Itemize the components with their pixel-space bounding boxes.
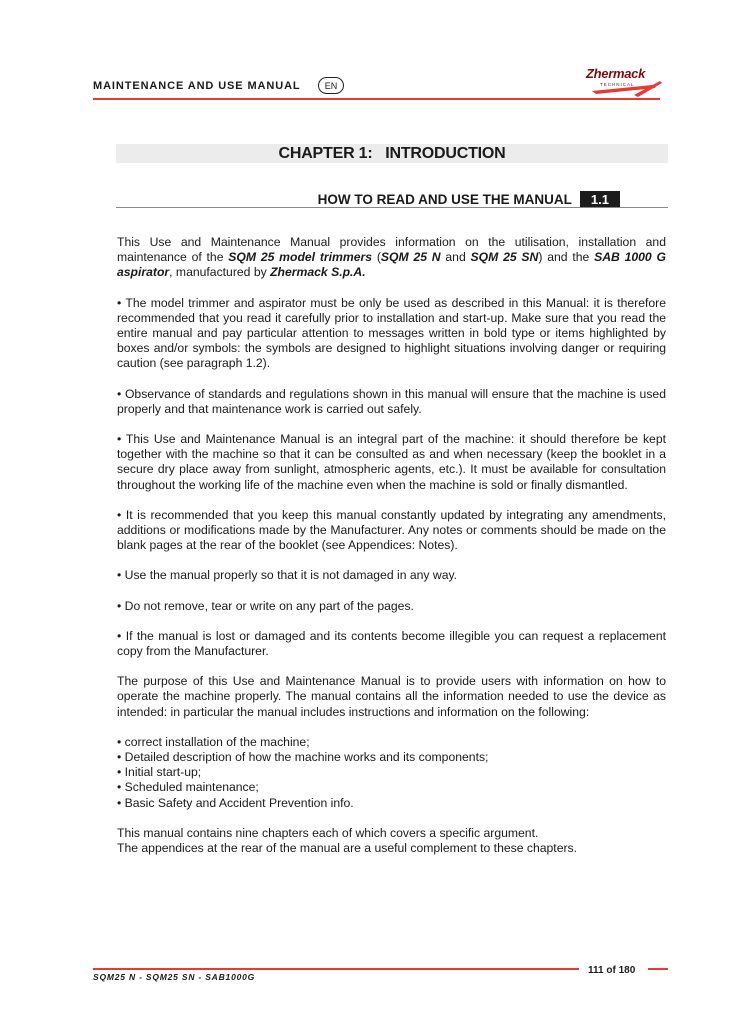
bullet-paragraph: • The model trimmer and aspirator must be only be used as described in this Manual: it is therefore recommended that you read it carefully prior to installation and start-up. Make sure that you read the entire manual and pay particular attention to messages written in bold type or items highlighted by boxes and/or symbols: the symbols are designed to highlight situations involving danger or requiring caution (see paragraph 1.2).: [117, 295, 666, 371]
chapter-title: CHAPTER 1: INTRODUCTION: [278, 145, 506, 162]
bullet-paragraph: • It is recommended that you keep this manual constantly updated by integrating any amendments, additions or modifications made by the Manufacturer. Any notes or comments should be made on the blank pages at the rear of the booklet (see Appendices: Notes).: [117, 507, 666, 553]
list-item: • Detailed description of how the machine works and its components;: [117, 750, 489, 765]
section-heading: [318, 191, 620, 208]
section-title: HOW TO READ AND USE THE MANUAL: [317, 192, 572, 207]
footer-divider: [93, 968, 579, 970]
footer-divider-short: [648, 968, 668, 970]
bullet-paragraph: • This Use and Maintenance Manual is an integral part of the machine: it should therefore be kept together with the machine so that it can be consulted as and when necessary (keep the booklet in a secure dry place away from sunlight, atmospheric agents, etc.). It must be available for consultation throughout the working life of the machine even when the machine is sold or finally dismantled.: [117, 432, 666, 492]
list-item: • Scheduled maintenance;: [117, 780, 259, 795]
closing-line: This manual contains nine chapters each of which covers a specific argument.: [117, 825, 539, 840]
language-badge: EN: [318, 77, 344, 94]
list-item: • correct installation of the machine;: [117, 734, 310, 749]
header-divider: [93, 98, 660, 100]
bullet-paragraph: • Use the manual properly so that it is not damaged in any way.: [117, 568, 458, 583]
page-number: 111 of 180: [588, 965, 636, 976]
closing-line: The appendices at the rear of the manual are a useful complement to these chapters.: [117, 841, 578, 856]
intro-paragraph: This Use and Maintenance Manual provides information on the utilisation, installation and maintenance of the SQM 25 model trimmers (SQM 25 N and SQM 25 SN) and the SAB 1000 G aspirator, manufactured by Zhermack S.p.A.: [117, 235, 666, 280]
list-item: • Initial start-up;: [117, 765, 202, 780]
bullet-paragraph: • If the manual is lost or damaged and its contents become illegible you can request a replacement copy from the Manufacturer.: [117, 628, 666, 659]
logo-brand: Zhermack: [586, 66, 646, 81]
topics-list: [117, 735, 666, 811]
bullet-paragraph: • Observance of standards and regulations shown in this manual will ensure that the machine is used properly and that maintenance work is carried out safely.: [117, 386, 666, 416]
logo-subtitle: TECHNICAL: [600, 82, 635, 87]
purpose-paragraph: The purpose of this Use and Maintenance Manual is to provide users with information on how to operate the machine properly. The manual contains all the information needed to use the device as intended: in particular the manual includes instructions and information on the following:: [117, 674, 666, 719]
zhermack-logo: [582, 64, 662, 98]
bullet-paragraph: • Do not remove, tear or write on any part of the pages.: [117, 598, 414, 613]
footer-models: SQM25 N - SQM25 SN - SAB1000G: [93, 972, 256, 982]
section-number-badge: 1.1: [580, 191, 620, 208]
header-title: MAINTENANCE AND USE MANUAL: [93, 80, 301, 92]
section-divider: [116, 207, 668, 208]
main-content: [117, 235, 666, 856]
list-item: • Basic Safety and Accident Prevention info.: [117, 795, 354, 810]
